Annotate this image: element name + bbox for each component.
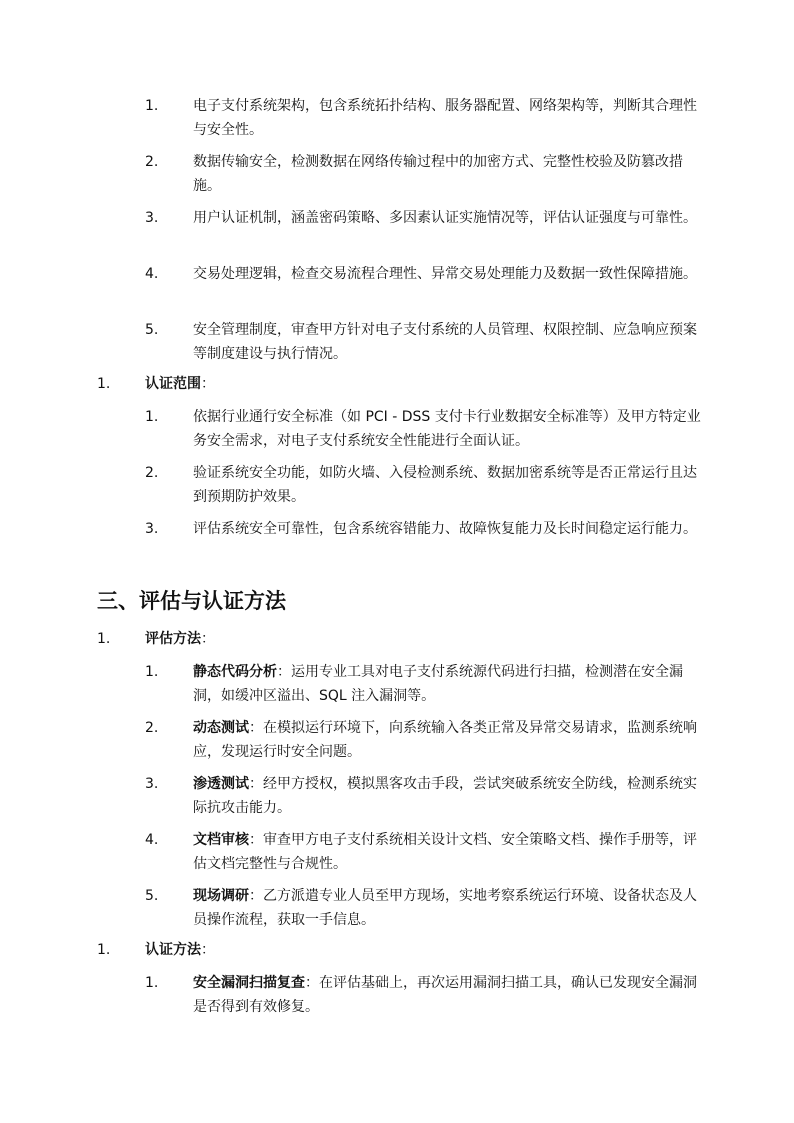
list-text: 依据行业通行安全标准（如 PCI - DSS 支付卡行业数据安全标准等）及甲方特定业务安全需求，对电子支付系统安全性能进行全面认证。 [193, 409, 701, 449]
method-term: 文档审核 [193, 832, 249, 848]
list-text: 静态代码分析：运用专业工具对电子支付系统源代码进行扫描，检测潜在安全漏洞，如缓冲区溢出、SQL 注入漏洞等。 [193, 664, 683, 704]
list-number: 1. [145, 409, 159, 425]
list-number: 1. [145, 975, 159, 991]
list-text: 交易处理逻辑，检查交易流程合理性、异常交易处理能力及数据一致性保障措施。 [193, 266, 697, 282]
list-number: 1. [145, 664, 159, 680]
list-number: 5. [145, 888, 159, 904]
list-text: 验证系统安全功能，如防火墙、入侵检测系统、数据加密系统等是否正常运行且达到预期防护效果。 [193, 465, 697, 505]
list-number: 1. [145, 98, 159, 114]
list-text: 用户认证机制，涵盖密码策略、多因素认证实施情况等，评估认证强度与可靠性。 [193, 210, 697, 226]
list-text: 现场调研：乙方派遣专业人员至甲方现场，实地考察系统运行环境、设备状态及人员操作流程，获取一手信息。 [193, 888, 697, 928]
method-term: 动态测试 [193, 720, 249, 736]
list-number: 2. [145, 720, 159, 736]
list-number: 3. [145, 521, 159, 537]
list-number: 5. [145, 322, 159, 338]
cert-scope-label: 认证范围： [145, 376, 215, 392]
list-number: 4. [145, 266, 159, 282]
list-number: 4. [145, 832, 159, 848]
list-number: 3. [145, 776, 159, 792]
list-number: 1. [97, 631, 111, 647]
eval-methods-label: 评估方法： [145, 631, 215, 647]
method-term: 安全漏洞扫描复查 [193, 975, 305, 991]
method-term: 现场调研 [193, 888, 249, 904]
cert-methods-label: 认证方法： [145, 942, 215, 958]
method-term: 静态代码分析 [193, 664, 277, 680]
list-text: 电子支付系统架构，包含系统拓扑结构、服务器配置、网络架构等，判断其合理性与安全性。 [193, 98, 697, 138]
list-number: 1. [97, 376, 111, 392]
list-number: 2. [145, 154, 159, 170]
list-number: 1. [97, 942, 111, 958]
list-text: 安全管理制度，审查甲方针对电子支付系统的人员管理、权限控制、应急响应预案等制度建设与执行情况。 [193, 322, 697, 362]
list-text: 渗透测试：经甲方授权，模拟黑客攻击手段，尝试突破系统安全防线，检测系统实际抗攻击能力。 [193, 776, 697, 816]
list-text: 文档审核：审查甲方电子支付系统相关设计文档、安全策略文档、操作手册等，评估文档完整性与合规性。 [193, 832, 697, 872]
list-text: 安全漏洞扫描复查：在评估基础上，再次运用漏洞扫描工具，确认已发现安全漏洞是否得到有效修复。 [193, 975, 697, 1015]
list-number: 2. [145, 465, 159, 481]
list-number: 3. [145, 210, 159, 226]
method-term: 渗透测试 [193, 776, 249, 792]
list-text: 数据传输安全，检测数据在网络传输过程中的加密方式、完整性校验及防篡改措施。 [193, 154, 683, 194]
list-text: 评估系统安全可靠性，包含系统容错能力、故障恢复能力及长时间稳定运行能力。 [193, 521, 697, 537]
list-text: 动态测试：在模拟运行环境下，向系统输入各类正常及异常交易请求，监测系统响应，发现运行时安全问题。 [193, 720, 697, 760]
section-heading: 三、评估与认证方法 [97, 589, 286, 613]
